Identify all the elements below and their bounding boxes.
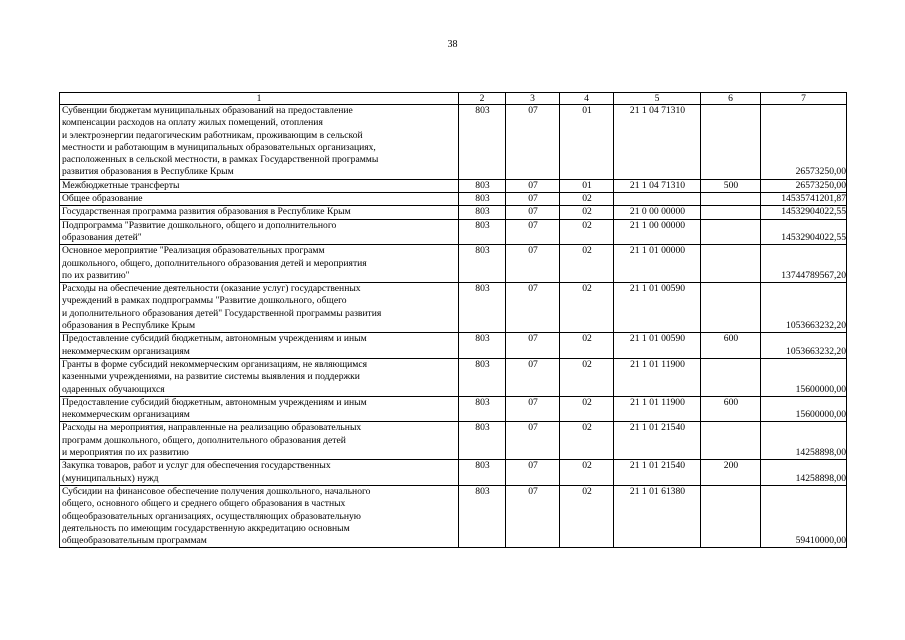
column-header: 1 xyxy=(60,93,459,105)
expense-type-code xyxy=(701,105,761,180)
target-article-code: 21 1 00 00000 xyxy=(614,219,701,245)
section-code: 07 xyxy=(506,396,560,422)
column-header: 3 xyxy=(506,93,560,105)
column-header: 6 xyxy=(701,93,761,105)
target-article-code: 21 1 01 11900 xyxy=(614,396,701,422)
subsection-code: 02 xyxy=(560,333,614,359)
header-row xyxy=(60,93,847,105)
row-description: Межбюджетные трансферты xyxy=(60,179,459,192)
expense-type-code: 500 xyxy=(701,179,761,192)
row-description: Субвенции бюджетам муниципальных образований на предоставление компенсации расходов на оплату жилых помещений, отопления и электроэнергии педагогическим работникам, проживающим в сельской местности и работающим в муниципальных образовательных организациях, расположенных в сельской местности, в рамках Государственной программы развития образования в Республике Крым xyxy=(60,105,459,180)
row-description: Гранты в форме субсидий некоммерческим организациям, не являющимся казенными учреждениями, на развитие системы выявления и поддержки одаренных обучающихся xyxy=(60,358,459,396)
table-row xyxy=(60,193,847,206)
amount-value: 14532904022,55 xyxy=(761,219,847,245)
ministry-code: 803 xyxy=(459,105,506,180)
target-article-code: 21 1 01 61380 xyxy=(614,485,701,547)
amount-value: 13744789567,20 xyxy=(761,245,847,283)
amount-value: 26573250,00 xyxy=(761,105,847,180)
subsection-code: 02 xyxy=(560,206,614,219)
target-article-code: 21 1 01 00000 xyxy=(614,245,701,283)
section-code: 07 xyxy=(506,422,560,460)
section-code: 07 xyxy=(506,193,560,206)
row-description: Предоставление субсидий бюджетным, автономным учреждениям и иным некоммерческим организациям xyxy=(60,396,459,422)
table-row xyxy=(60,245,847,283)
target-article-code: 21 1 01 11900 xyxy=(614,358,701,396)
table-row xyxy=(60,179,847,192)
target-article-code: 21 0 00 00000 xyxy=(614,206,701,219)
ministry-code: 803 xyxy=(459,485,506,547)
amount-value: 14532904022,55 xyxy=(761,206,847,219)
table-row xyxy=(60,333,847,359)
expense-type-code xyxy=(701,485,761,547)
target-article-code: 21 1 01 00590 xyxy=(614,333,701,359)
expense-type-code xyxy=(701,422,761,460)
subsection-code: 02 xyxy=(560,485,614,547)
ministry-code: 803 xyxy=(459,245,506,283)
page-number: 38 xyxy=(447,39,458,50)
row-description: Расходы на обеспечение деятельности (оказание услуг) государственных учреждений в рамках подпрограммы "Развитие дошкольного, общего и дополнительного образования детей" Государственной программы развития образования в Республике Крым xyxy=(60,283,459,333)
table-row xyxy=(60,358,847,396)
ministry-code: 803 xyxy=(459,358,506,396)
expense-type-code xyxy=(701,283,761,333)
table-body xyxy=(60,105,847,548)
subsection-code: 02 xyxy=(560,358,614,396)
target-article-code: 21 1 01 00590 xyxy=(614,283,701,333)
expense-type-code xyxy=(701,206,761,219)
section-code: 07 xyxy=(506,105,560,180)
subsection-code: 02 xyxy=(560,245,614,283)
column-header: 7 xyxy=(761,93,847,105)
table-row xyxy=(60,283,847,333)
section-code: 07 xyxy=(506,485,560,547)
subsection-code: 02 xyxy=(560,396,614,422)
table-row xyxy=(60,219,847,245)
amount-value: 14535741201,87 xyxy=(761,193,847,206)
section-code: 07 xyxy=(506,460,560,486)
ministry-code: 803 xyxy=(459,333,506,359)
target-article-code xyxy=(614,193,701,206)
target-article-code: 21 1 01 21540 xyxy=(614,460,701,486)
ministry-code: 803 xyxy=(459,193,506,206)
row-description: Государственная программа развития образования в Республике Крым xyxy=(60,206,459,219)
row-description: Подпрограмма "Развитие дошкольного, общего и дополнительного образования детей" xyxy=(60,219,459,245)
subsection-code: 02 xyxy=(560,219,614,245)
ministry-code: 803 xyxy=(459,396,506,422)
section-code: 07 xyxy=(506,283,560,333)
ministry-code: 803 xyxy=(459,460,506,486)
subsection-code: 02 xyxy=(560,422,614,460)
subsection-code: 02 xyxy=(560,283,614,333)
ministry-code: 803 xyxy=(459,219,506,245)
section-code: 07 xyxy=(506,333,560,359)
table-row xyxy=(60,485,847,547)
amount-value: 59410000,00 xyxy=(761,485,847,547)
subsection-code: 02 xyxy=(560,193,614,206)
subsection-code: 01 xyxy=(560,179,614,192)
ministry-code: 803 xyxy=(459,283,506,333)
amount-value: 15600000,00 xyxy=(761,358,847,396)
row-description: Основное мероприятие "Реализация образовательных программ дошкольного, общего, дополнительного образования детей и мероприятия по их развитию" xyxy=(60,245,459,283)
subsection-code: 02 xyxy=(560,460,614,486)
table-row xyxy=(60,422,847,460)
column-header: 2 xyxy=(459,93,506,105)
row-description: Общее образование xyxy=(60,193,459,206)
expense-type-code: 600 xyxy=(701,333,761,359)
row-description: Закупка товаров, работ и услуг для обеспечения государственных (муниципальных) нужд xyxy=(60,460,459,486)
row-description: Предоставление субсидий бюджетным, автономным учреждениям и иным некоммерческим организациям xyxy=(60,333,459,359)
amount-value: 26573250,00 xyxy=(761,179,847,192)
target-article-code: 21 1 01 21540 xyxy=(614,422,701,460)
amount-value: 14258898,00 xyxy=(761,422,847,460)
table-row xyxy=(60,396,847,422)
amount-value: 14258898,00 xyxy=(761,460,847,486)
section-code: 07 xyxy=(506,219,560,245)
amount-value: 1053663232,20 xyxy=(761,333,847,359)
subsection-code: 01 xyxy=(560,105,614,180)
ministry-code: 803 xyxy=(459,179,506,192)
section-code: 07 xyxy=(506,358,560,396)
expense-type-code: 200 xyxy=(701,460,761,486)
expense-type-code: 600 xyxy=(701,396,761,422)
table-row xyxy=(60,206,847,219)
section-code: 07 xyxy=(506,245,560,283)
target-article-code: 21 1 04 71310 xyxy=(614,179,701,192)
section-code: 07 xyxy=(506,179,560,192)
row-description: Субсидии на финансовое обеспечение получения дошкольного, начального общего, основного общего и среднего общего образования в частных общеобразовательных организациях, осуществляющих образовательную деятельность по имеющим государственную аккредитацию основным общеобразовательным программам xyxy=(60,485,459,547)
ministry-code: 803 xyxy=(459,422,506,460)
amount-value: 15600000,00 xyxy=(761,396,847,422)
budget-table xyxy=(59,92,847,548)
row-description: Расходы на мероприятия, направленные на реализацию образовательных программ дошкольного, общего, дополнительного образования детей и мероприятия по их развитию xyxy=(60,422,459,460)
expense-type-code xyxy=(701,193,761,206)
section-code: 07 xyxy=(506,206,560,219)
target-article-code: 21 1 04 71310 xyxy=(614,105,701,180)
table-row xyxy=(60,105,847,180)
column-header: 5 xyxy=(614,93,701,105)
table-row xyxy=(60,460,847,486)
expense-type-code xyxy=(701,245,761,283)
ministry-code: 803 xyxy=(459,206,506,219)
expense-type-code xyxy=(701,219,761,245)
amount-value: 1053663232,20 xyxy=(761,283,847,333)
expense-type-code xyxy=(701,358,761,396)
column-header: 4 xyxy=(560,93,614,105)
